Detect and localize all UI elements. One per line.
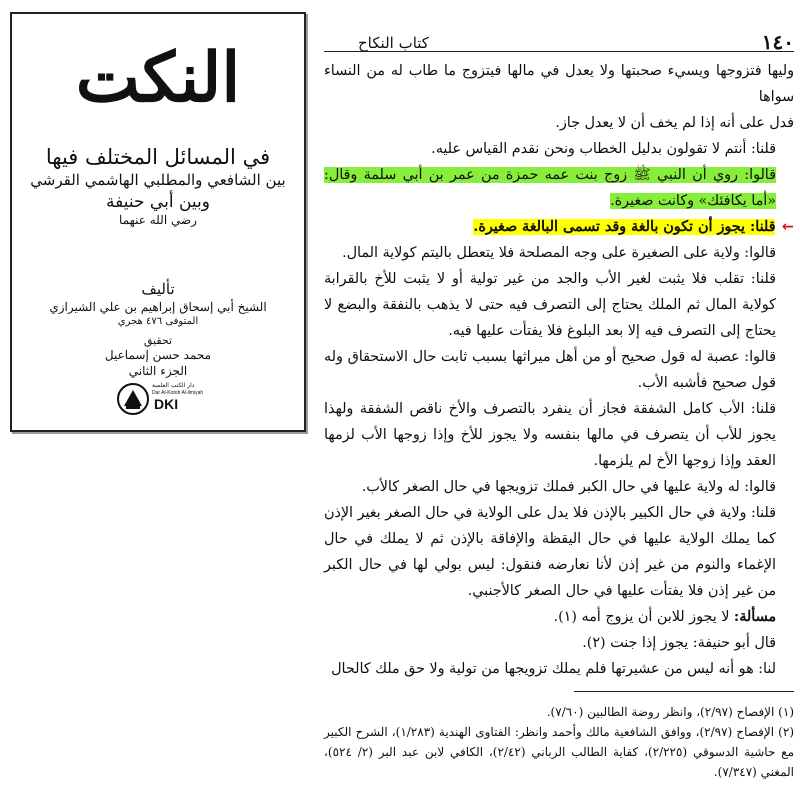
- cover-author-label: تأليف: [141, 280, 175, 298]
- page-number: ١٤٠: [761, 30, 794, 54]
- lana-line: لنا: هو أنه ليس من عشيرتها فلم يملك تزويجها من تولية ولا حق ملك كالحال: [331, 661, 776, 677]
- paragraph: قالوا: عصبة له قول صحيح أو من أهل ميراثها بسبب ثابت حال الاستحقاق وله قول صحيح فأشبه الأب.: [324, 349, 776, 391]
- text-line: فدل على أنه إذا لم يخف أن لا يعدل جاز.: [555, 115, 794, 131]
- masala-line: [324, 604, 794, 630]
- paragraph: قالوا: له ولاية عليها في حال الكبر فملك تزويجها في حال الصغر كالأب.: [361, 479, 776, 495]
- abu-hanifa-line: قال أبو حنيفة: يجوز إذا جنت (٢).: [582, 635, 776, 651]
- footnotes: [324, 702, 794, 782]
- cover-subtitle-2: بين الشافعي والمطلبي الهاشمي القرشي: [30, 171, 286, 190]
- cover-subtitle-3: وبين أبي حنيفة: [106, 191, 210, 212]
- running-head: كتاب النكاح: [358, 34, 429, 52]
- text-line: قلنا: أنتم لا تقولون بدليل الخطاب ونحن نقدم القياس عليه.: [431, 141, 776, 157]
- paragraph: قلنا: ولاية في حال الكبير بالإذن فلا يدل على الولاية في حال الصغر بغير الإذن كما يملك الولاية عليها في حال اليقظة والإفاقة بالإذن ثم لا يملك في حال الإغماء والنوم من غير إذن لأنا نعارضه فنقول: ليس بولي لها في حال الكبر من غير إذن فلا يفتأت عليها في حال الصغر كالأجنبي.: [324, 505, 776, 599]
- cover-title: النكت: [75, 38, 241, 118]
- cover-died: المتوفى ٤٧٦ هجري: [117, 316, 199, 327]
- masala-text: لا يجوز للابن أن يزوج أمه (١).: [553, 609, 730, 625]
- publisher-logo-icon: [116, 382, 150, 416]
- cover-subtitle: [22, 144, 294, 228]
- footnote: (٢) الإفصاح (٢/٩٧)، ووافق الشافعية مالك وأحمد وانظر: الفتاوى الهندية (١/٢٨٣)، الشرح الكبير مع حاشية الدسوقي (٢/٢٢٥)، كفاية الطالب الرباني (٢/٤٢)، الكافي لابن عبد البر (٢/ ٥٢٤)، المغني (٧/٣٤٧).: [324, 725, 794, 779]
- paragraph: قلنا: تقلب فلا يثبت لغير الأب والجد من غير تولية أو لا يثبت للأخ بالقرابة كولاية المال ثم الملك يحتاج إلى التصرف فيه حتى لا يذهب بالنفقة والبضع لا يحتاج إلى التصرف فيه إلا بعد البلوغ فلا يفتأت عليها فيه.: [324, 271, 776, 339]
- cover-author: الشيخ أبي إسحاق إبراهيم بن علي الشيرازي: [49, 300, 267, 314]
- cover-part: الجزء الثاني: [128, 364, 188, 378]
- paragraph: قلنا: الأب كامل الشفقة فجاز أن ينفرد بالتصرف والأخ ناقص الشفقة ولهذا يجوز للأب أن يتصرف في مالها بنفسه ولا يجوز للأخ وإذا زوجها الأب لزمها العقد وإذا زوجها الأخ لم يلزمها.: [324, 401, 776, 469]
- book-page: [318, 0, 800, 800]
- footnote-rule: [574, 691, 794, 692]
- text-line: وليها فتزوجها ويسيء صحبتها ولا يعدل في مالها فيتزوج ما طاب له من النساء سواها: [324, 63, 794, 105]
- cover-editor-label: تحقيق: [143, 334, 173, 347]
- cover-subtitle-1: في المسائل المختلف فيها: [45, 145, 271, 169]
- highlighted-paragraph-yellow: [324, 214, 794, 240]
- paragraph: قالوا: ولاية على الصغيرة على وجه المصلحة فلا يتعطل باليتم كولاية المال.: [342, 245, 776, 261]
- header-rule: [324, 51, 794, 52]
- publisher-name-en: Dar Al-Kotob Al-ilmiyah: [152, 390, 204, 396]
- yellow-highlight-text: قلنا: يجوز أن تكون بالغة وقد تسمى البالغة صغيرة.: [473, 219, 776, 235]
- green-highlight-text: قالوا: روي أن النبي ﷺ زوج بنت عمه حمزة من عمر بن أبي سلمة وقال: «أما يكافئك» وكانت صغيرة.: [324, 167, 776, 209]
- arrow-icon: ←: [782, 219, 794, 235]
- page-body: [324, 58, 794, 682]
- cover-editor: محمد حسن إسماعيل: [104, 348, 212, 362]
- highlighted-paragraph-green: [324, 162, 794, 214]
- publisher-logo-text: DKI: [154, 396, 179, 412]
- footnote: (١) الإفصاح (٢/٩٧)، وانظر روضة الطالبين (٧/٦٠).: [546, 705, 794, 719]
- page-header: [318, 30, 800, 52]
- publisher-block: [112, 380, 222, 420]
- masala-label: مسألة:: [733, 609, 776, 625]
- cover-subtitle-4: رضي الله عنهما: [119, 212, 197, 227]
- publisher-name: دار الكتب العلمية: [152, 382, 195, 389]
- book-cover: [10, 12, 306, 432]
